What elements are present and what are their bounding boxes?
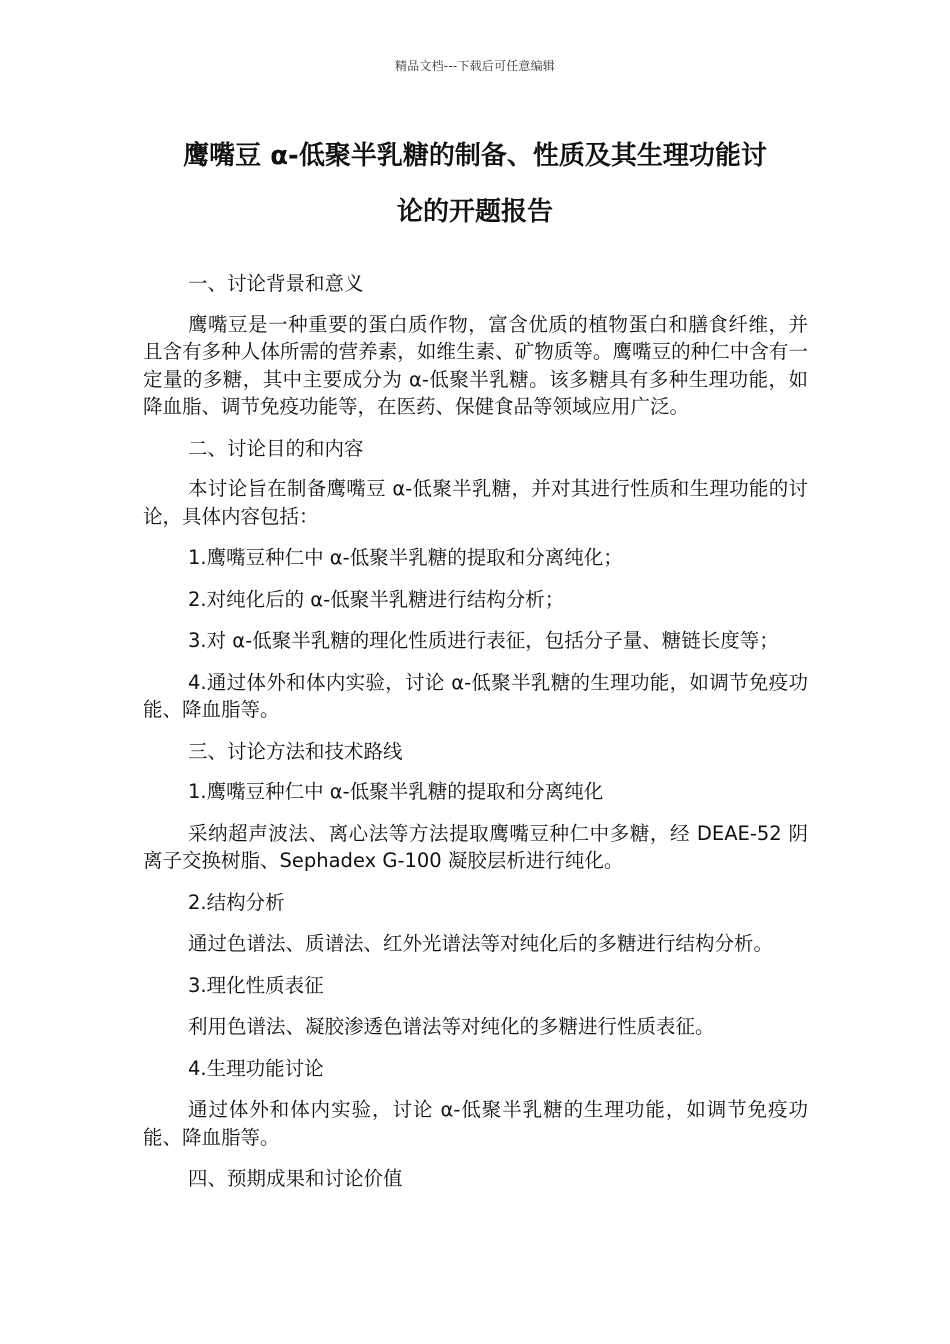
subheading-extraction: 1.鹰嘴豆种仁中 α-低聚半乳糖的提取和分离纯化 [188, 780, 604, 803]
list-item-goal-4: 4.通过体外和体内实验，讨论 α-低聚半乳糖的生理功能，如调节免疫功能、降血脂等。 [143, 670, 808, 721]
paragraph-background: 鹰嘴豆是一种重要的蛋白质作物，富含优质的植物蛋白和膳食纤维，并且含有多种人体所需的营养素，如维生素、矿物质等。鹰嘴豆的种仁中含有一定量的多糖，其中主要成分为 α-低聚半乳糖。该多糖具有多种生理功能，如降血脂、调节免疫功能等，在医药、保健食品等领域应用广泛。 [143, 312, 808, 418]
paragraph-structure: 通过色谱法、质谱法、红外光谱法等对纯化后的多糖进行结构分析。 [188, 932, 774, 955]
title-line-2: 论的开题报告 [396, 197, 553, 227]
list-item-goal-3: 3.对 α-低聚半乳糖的理化性质进行表征，包括分子量、糖链长度等； [188, 629, 779, 652]
header-note: 精品文档---下载后可任意编辑 [395, 59, 555, 73]
paragraph-physiology: 通过体外和体内实验，讨论 α-低聚半乳糖的生理功能，如调节免疫功能、降血脂等。 [143, 1098, 808, 1149]
paragraph-extraction: 采纳超声波法、离心法等方法提取鹰嘴豆种仁中多糖，经 DEAE-52 阴离子交换树脂、Sephadex G-100 凝胶层析进行纯化。 [143, 821, 808, 872]
subheading-structure: 2.结构分析 [188, 890, 285, 914]
list-item-goal-2: 2.对纯化后的 α-低聚半乳糖进行结构分析； [188, 587, 565, 611]
paragraph-properties: 利用色谱法、凝胶渗透色谱法等对纯化的多糖进行性质表征。 [188, 1015, 715, 1038]
list-item-goal-1: 1.鹰嘴豆种仁中 α-低聚半乳糖的提取和分离纯化； [188, 546, 623, 569]
section-heading-methods: 三、讨论方法和技术路线 [188, 739, 403, 763]
section-heading-goals: 二、讨论目的和内容 [188, 436, 364, 460]
title-line-1: 鹰嘴豆 α-低聚半乳糖的制备、性质及其生理功能讨 [183, 141, 767, 171]
document-title [140, 128, 810, 240]
document-body [143, 270, 808, 1206]
subheading-physiology: 4.生理功能讨论 [188, 1056, 324, 1080]
section-heading-background: 一、讨论背景和意义 [188, 272, 364, 295]
section-heading-outcomes: 四、预期成果和讨论价值 [188, 1167, 403, 1190]
paragraph-goals: 本讨论旨在制备鹰嘴豆 α-低聚半乳糖，并对其进行性质和生理功能的讨论，具体内容包括： [143, 477, 808, 528]
subheading-properties: 3.理化性质表征 [188, 973, 324, 997]
